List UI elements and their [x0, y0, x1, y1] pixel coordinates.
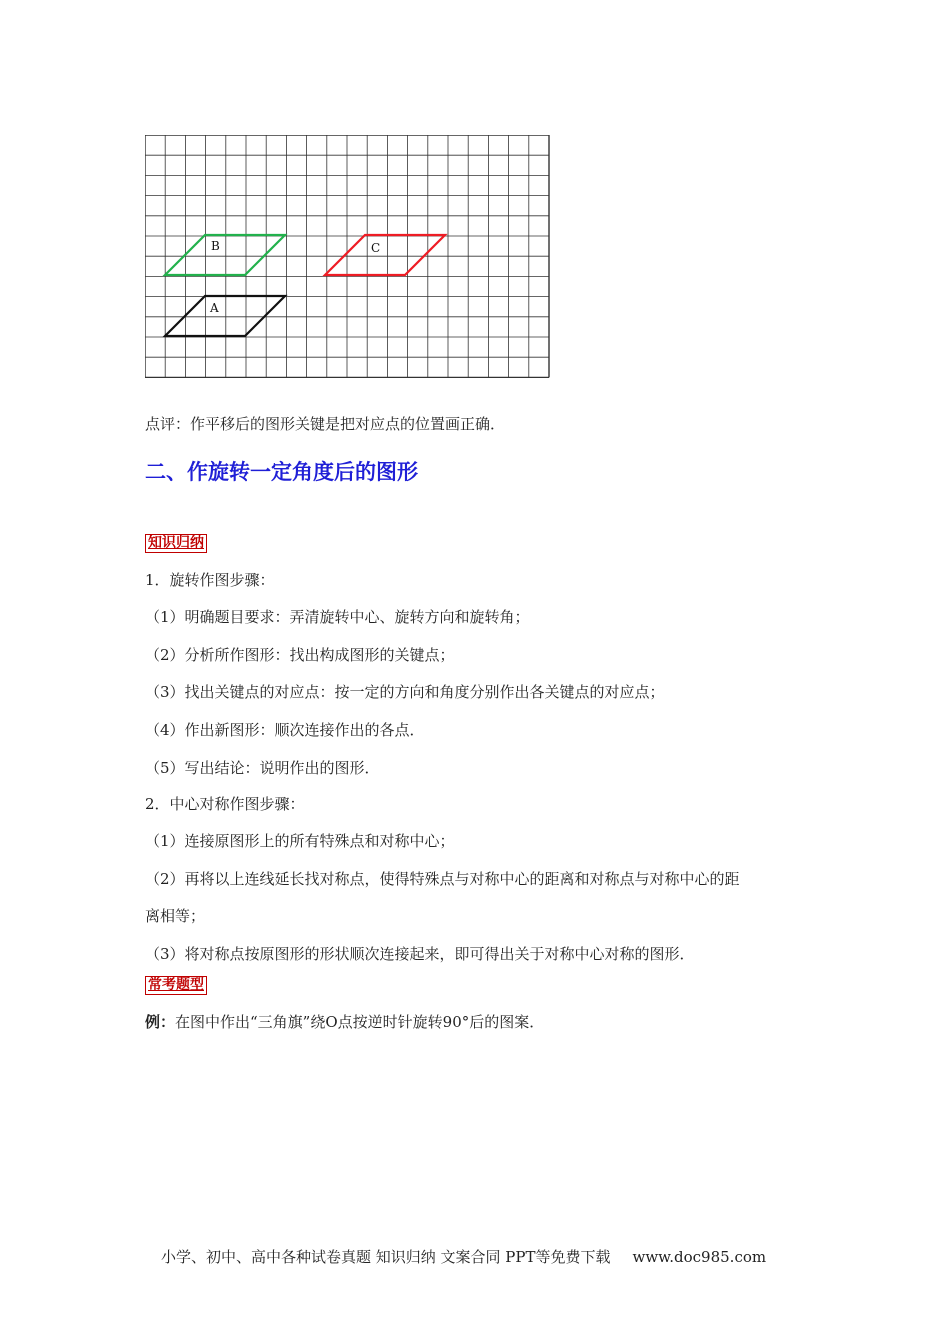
footer-url[interactable]: www.doc985.com: [632, 1248, 767, 1266]
grid-figure: [145, 135, 550, 378]
symmetry-step-1: （1）连接原图形上的所有特殊点和对称中心；: [145, 832, 455, 850]
parallelogram-a: [165, 296, 285, 336]
rotation-steps-heading: 1．旋转作图步骤：: [145, 571, 275, 589]
label-b: B: [211, 239, 220, 253]
symmetry-step-2: （2）再将以上连线延长找对称点，使得特殊点与对称中心的距离和对称点与对称中心的距: [145, 870, 740, 888]
label-a: A: [210, 301, 219, 315]
grid-lines: [145, 135, 549, 377]
symmetry-step-3: （3）将对称点按原图形的形状顺次连接起来，即可得出关于对称中心对称的图形．: [145, 945, 695, 963]
symmetry-steps-heading: 2．中心对称作图步骤：: [145, 795, 305, 813]
parallelogram-c: [325, 235, 445, 275]
rotation-step-5: （5）写出结论：说明作出的图形．: [145, 759, 380, 777]
rotation-step-4: （4）作出新图形：顺次连接作出的各点．: [145, 721, 425, 739]
comment-text: 点评：作平移后的图形关键是把对应点的位置画正确．: [145, 415, 506, 433]
symmetry-step-2-cont: 离相等；: [145, 907, 206, 925]
rotation-step-3: （3）找出关键点的对应点：按一定的方向和角度分别作出各关键点的对应点；: [145, 683, 665, 701]
parallelogram-b: [165, 235, 285, 275]
example-label: 例：: [145, 1013, 176, 1031]
footer-text: 小学、初中、高中各种试卷真题 知识归纳 文案合同 PPT等免费下载: [161, 1248, 611, 1266]
example-line: [145, 1011, 544, 1032]
common-question-tag: 常考题型: [145, 976, 207, 995]
example-text: 在图中作出“三角旗”绕O点按逆时针旋转90°后的图案．: [175, 1013, 545, 1031]
footer: [161, 1246, 766, 1267]
knowledge-tag: 知识归纳: [145, 534, 207, 553]
section-title: 二、作旋转一定角度后的图形: [145, 460, 418, 484]
rotation-step-1: （1）明确题目要求：弄清旋转中心、旋转方向和旋转角；: [145, 608, 530, 626]
label-c: C: [371, 241, 381, 255]
rotation-step-2: （2）分析所作图形：找出构成图形的关键点；: [145, 646, 455, 664]
